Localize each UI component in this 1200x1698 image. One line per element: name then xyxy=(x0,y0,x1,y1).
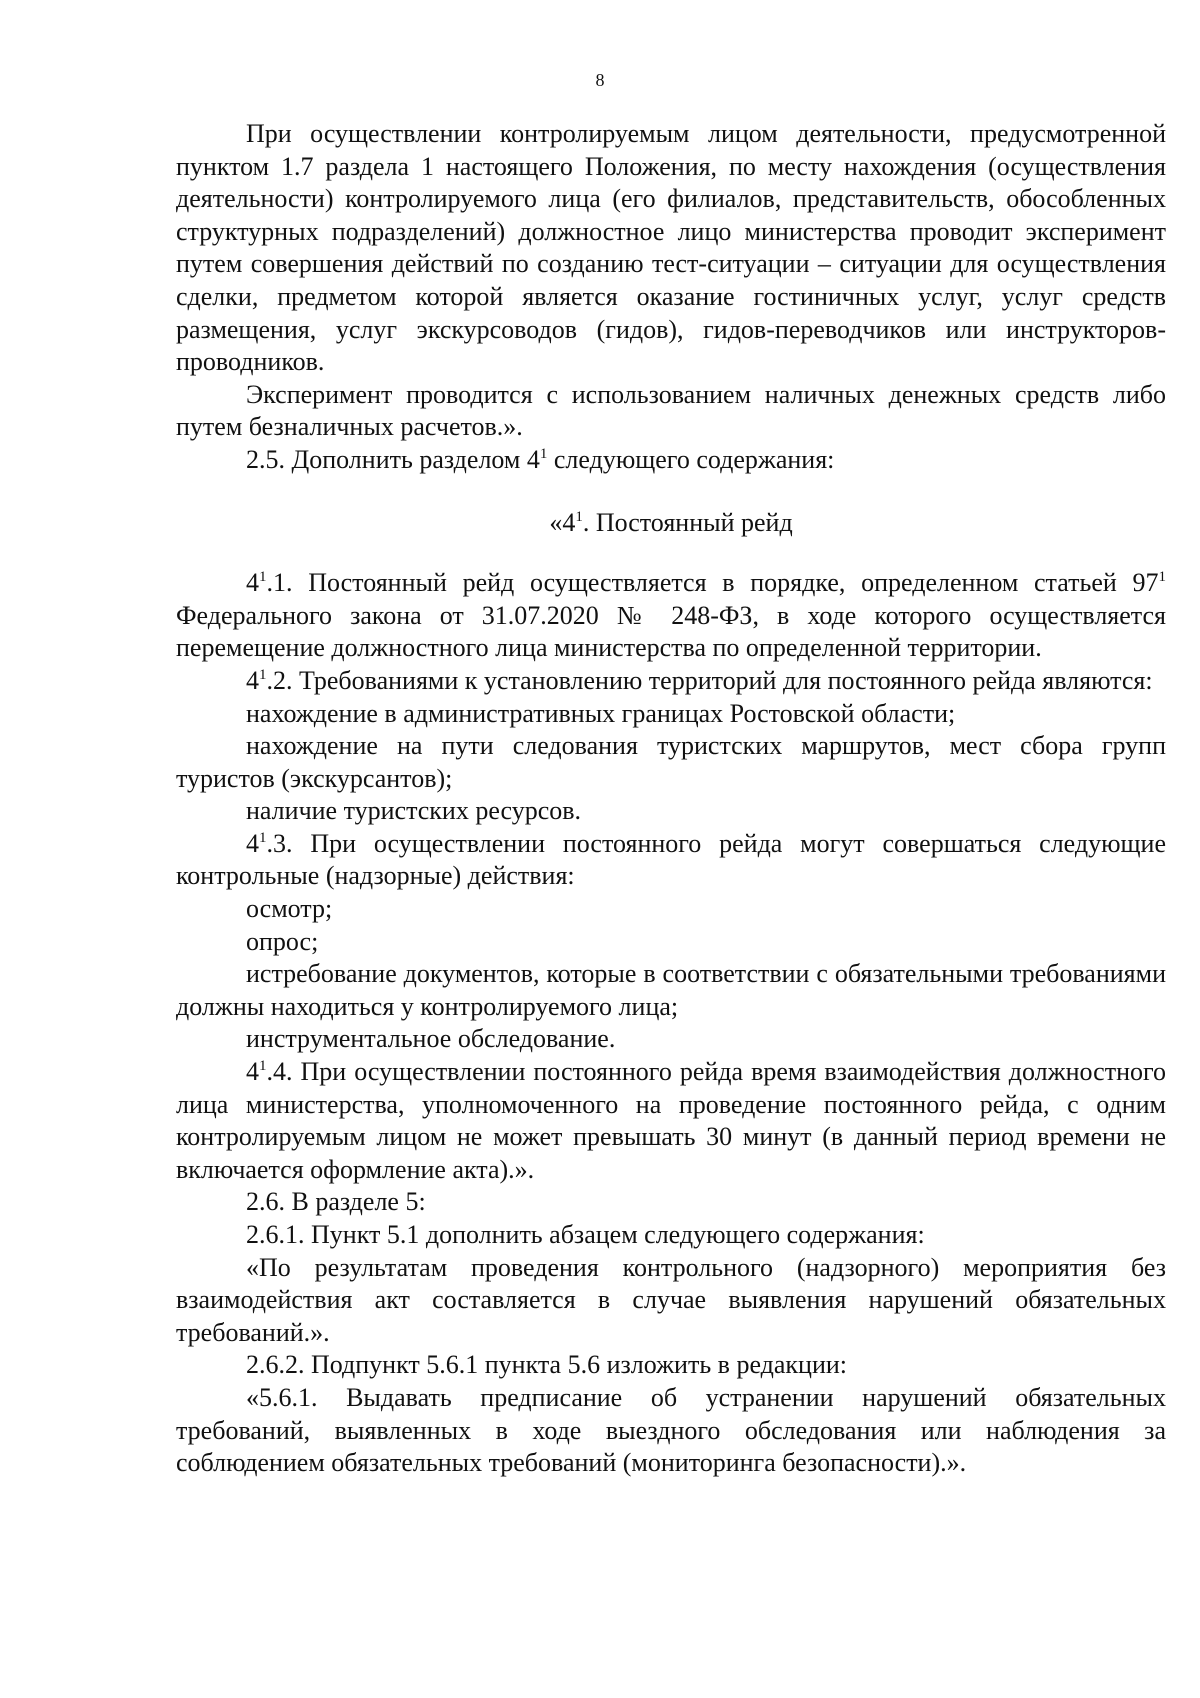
heading-text-b: . Постоянный рейд xyxy=(582,507,793,537)
list-item-territory-2: нахождение на пути следования туристских маршрутов, мест сбора групп туристов (экскурсантов); xyxy=(176,731,1166,793)
list-item-action-3: истребование документов, которые в соответствии с обязательными требованиями должны находиться у контролируемого лица; xyxy=(176,959,1166,1021)
heading-superscript: 1 xyxy=(575,508,583,525)
paragraph-4-1-1-num-a: 4 xyxy=(246,568,259,598)
paragraph-4-1-3-text: .3. При осуществлении постоянного рейда могут совершаться следующие контрольные (надзорные) действия: xyxy=(176,828,1166,891)
paragraph-4-1-1-text: Федерального закона от 31.07.2020 № 248-ФЗ, в ходе которого осуществляется перемещение должностного лица министерства по определенной территории. xyxy=(176,600,1166,663)
paragraph-4-1-1-num-b: .1. Постоянный рейд осуществляется в порядке, определенном статьей 97 xyxy=(266,568,1159,598)
paragraph-2-6-1: 2.6.1. Пункт 5.1 дополнить абзацем следующего содержания: xyxy=(246,1220,925,1249)
paragraph-2-5-text-b: следующего содержания: xyxy=(547,444,835,474)
paragraph-2-5-text-a: 2.5. Дополнить разделом 4 xyxy=(246,444,540,474)
paragraph-4-1-1 xyxy=(176,567,1166,665)
section-heading xyxy=(176,507,1166,540)
document-body xyxy=(176,118,1166,1480)
paragraph-4-1-3 xyxy=(176,828,1166,893)
superscript: 1 xyxy=(259,829,267,846)
paragraph-2-6-2: 2.6.2. Подпункт 5.6.1 пункта 5.6 изложить в редакции: xyxy=(246,1350,848,1380)
list-item-action-2: опрос; xyxy=(246,926,319,956)
list-item-action-1: осмотр; xyxy=(246,894,333,924)
paragraph-2-5 xyxy=(176,444,1166,477)
paragraph-4-1-4-num: 4 xyxy=(246,1057,259,1087)
paragraph-2-6: 2.6. В разделе 5: xyxy=(246,1187,426,1217)
paragraph-2-6-2-quote: «5.6.1. Выдавать предписание об устранении нарушений обязательных требований, выявленных в ходе выездного обследования или наблюдения за соблюдением обязательных требований (мониторинга безопасности).». xyxy=(176,1382,1166,1478)
page-number: 8 xyxy=(595,70,605,90)
superscript: 1 xyxy=(539,445,548,462)
list-item-territory-3: наличие туристских ресурсов. xyxy=(246,796,582,826)
list-item-action-4: инструментальное обследование. xyxy=(246,1024,616,1054)
heading-text-a: «4 xyxy=(549,507,576,537)
paragraph-experiment: При осуществлении контролируемым лицом деятельности, предусмотренной пунктом 1.7 раздела 1 настоящего Положения, по месту нахождения (осуществления деятельности) контролируемого лица (его филиалов, представительств, обособленных структурных подразделений) должностное лицо министерства проводит эксперимент путем совершения действий по созданию тест-ситуации – ситуации для осуществления сделки, предметом которой является оказание гостиничных услуг, услуг средств размещения, услуг экскурсоводов (гидов), гидов-переводчиков или инструкторов-проводников. xyxy=(176,119,1166,377)
paragraph-4-1-3-num: 4 xyxy=(246,828,259,858)
superscript: 1 xyxy=(1158,569,1166,586)
paragraph-4-1-2 xyxy=(176,665,1166,698)
superscript: 1 xyxy=(259,569,267,586)
paragraph-4-1-4-text: .4. При осуществлении постоянного рейда время взаимодействия должностного лица министерства, уполномоченного на проведение постоянного рейда, с одним контролируемым лицом не может превышать 30 минут (в данный период времени не включается оформление акта).». xyxy=(176,1057,1166,1184)
list-item-territory-1: нахождение в административных границах Ростовской области; xyxy=(246,698,956,728)
superscript: 1 xyxy=(259,1058,267,1075)
paragraph-4-1-2-num: 4 xyxy=(246,665,259,695)
paragraph-4-1-2-text: .2. Требованиями к установлению территорий для постоянного рейда являются: xyxy=(266,665,1153,695)
paragraph-4-1-4 xyxy=(176,1056,1166,1186)
superscript: 1 xyxy=(259,666,267,683)
paragraph-experiment-payment: Эксперимент проводится с использованием наличных денежных средств либо путем безналичных расчетов.». xyxy=(176,379,1166,442)
paragraph-2-6-1-quote: «По результатам проведения контрольного (надзорного) мероприятия без взаимодействия акт составляется в случае выявления нарушений обязательных требований.». xyxy=(176,1252,1166,1347)
